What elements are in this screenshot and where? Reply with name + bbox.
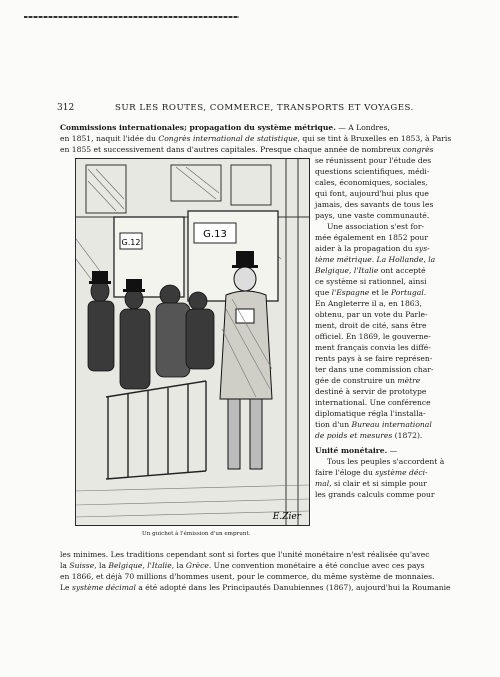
text-run: ment, droit de cité, sans être — [315, 321, 427, 330]
text-line — [60, 144, 443, 155]
text-line — [315, 166, 443, 177]
text-run: ment français convia les diffé- — [315, 343, 431, 352]
text-run: . Une convention monétaire a été conclue avec ces pays — [208, 561, 425, 570]
text-line — [60, 582, 451, 593]
running-title: SUR LES ROUTES, COMMERCE, TRANSPORTS ET VOYAGES. — [115, 103, 414, 113]
text-line — [315, 342, 443, 353]
italic-run: congrès — [402, 145, 434, 154]
scan-artifact-line — [24, 16, 239, 18]
text-run: les grands calculs comme pour — [315, 490, 435, 499]
text-run: en 1851, naquit l'idée du — [60, 134, 159, 143]
italic-run: Belgique — [108, 561, 143, 570]
text-run: (1872). — [392, 431, 423, 440]
text-run: en 1866, et déjà 70 millions d'hommes usent, pour le commerce, du même système de monnaies. — [60, 572, 435, 581]
ticket-counter-engraving — [76, 159, 309, 525]
text-run: les minimes. Les traditions cependant sont si fortes que l'unité monétaire n'est réalisée qu'avec — [60, 550, 430, 559]
text-line — [315, 188, 443, 199]
text-run: , — [423, 255, 429, 264]
text-line — [315, 199, 443, 210]
page-number: 312 — [57, 103, 75, 113]
italic-run: Congrès international de statistique — [158, 134, 298, 143]
text-run: officiel. En 1869, le gouverne- — [315, 332, 431, 341]
text-run: , la — [171, 561, 186, 570]
text-line — [315, 353, 443, 364]
text-line — [315, 320, 443, 331]
text-run: Le — [60, 583, 72, 592]
illustration — [75, 158, 310, 526]
text-run: En Angleterre il a, en 1863, — [315, 299, 422, 308]
text-line — [60, 571, 443, 582]
text-line — [315, 408, 443, 419]
italic-run: tème métrique — [315, 255, 372, 264]
page-header — [57, 103, 452, 115]
text-line — [315, 467, 443, 478]
text-line — [315, 177, 443, 188]
text-line — [315, 375, 443, 386]
text-run: , si clair et si simple pour — [329, 479, 427, 488]
text-line — [60, 122, 443, 133]
text-run: obtenu, par un vote du Parle- — [315, 310, 428, 319]
italic-run: l'Italie — [353, 266, 379, 275]
text-line — [315, 265, 443, 276]
text-line — [315, 331, 443, 342]
artist-signature: E.Zier — [272, 512, 301, 522]
text-run: . — [371, 255, 377, 264]
text-run: mée également en 1852 pour — [315, 233, 428, 242]
bold-run: Commissions internationales; propagation du système métrique. — [60, 123, 336, 132]
italic-run: système décimal — [71, 583, 136, 592]
bold-run: Unité monétaire. — [315, 446, 388, 455]
text-line — [315, 489, 443, 500]
text-run: , la — [94, 561, 109, 570]
text-run: destiné à servir de prototype — [315, 387, 427, 396]
text-run: cales, économiques, sociales, — [315, 178, 428, 187]
italic-run: Portugal — [390, 288, 424, 297]
text-run: que — [315, 288, 332, 297]
text-run: jamais, des savants de tous les — [315, 200, 434, 209]
text-line — [60, 133, 452, 144]
italic-run: sys- — [415, 244, 430, 253]
text-run: pays, une vaste communauté. — [315, 211, 430, 220]
italic-run: La Hollande — [376, 255, 424, 264]
italic-run: la — [428, 255, 436, 264]
italic-run: de poids et mesures — [315, 431, 393, 440]
text-line — [315, 155, 443, 166]
text-run: et le — [369, 288, 391, 297]
counter-sign-1: G.12 — [121, 238, 141, 247]
text-run: ont accepté — [378, 266, 426, 275]
text-line — [315, 232, 443, 243]
text-run: , qui se tint à Bruxelles en 1853, à Paris — [297, 134, 452, 143]
text-line — [60, 549, 443, 560]
text-line — [315, 364, 443, 375]
italic-run: l'Espagne — [331, 288, 370, 297]
text-run: faire l'éloge du — [315, 468, 376, 477]
text-line — [315, 243, 443, 254]
italic-run: l'Italie — [147, 561, 172, 570]
text-run: questions scientifiques, médi- — [315, 167, 430, 176]
text-run: international. Une conférence — [315, 398, 431, 407]
text-line — [327, 456, 443, 467]
italic-run: Suisse — [69, 561, 95, 570]
text-run: aider à la propagation du — [315, 244, 416, 253]
text-run: la — [60, 561, 70, 570]
figure-caption: Un guichet à l'émission d'un emprunt. — [142, 531, 251, 537]
text-run: tion d'un — [315, 420, 352, 429]
text-line — [315, 445, 443, 456]
italic-run: système déci- — [375, 468, 428, 477]
text-line — [315, 298, 443, 309]
text-run: Tous les peuples s'accordent à — [327, 457, 445, 466]
italic-run: Belgique — [315, 266, 350, 275]
italic-run: mètre — [397, 376, 421, 385]
text-run: qui font, aujourd'hui plus que — [315, 189, 429, 198]
text-line — [60, 560, 443, 571]
italic-run: mal — [315, 479, 330, 488]
text-line — [315, 386, 443, 397]
text-line — [315, 276, 443, 287]
text-run: diplomatique régla l'installa- — [315, 409, 426, 418]
text-line — [315, 430, 443, 441]
text-run: ce système si rationnel, ainsi — [315, 277, 427, 286]
text-run: — — [387, 446, 398, 455]
text-line — [315, 254, 443, 265]
text-run: — A Londres, — [335, 123, 390, 132]
text-run: Une association s'est for- — [327, 222, 425, 231]
text-line — [315, 210, 443, 221]
italic-run: Grèce — [185, 561, 209, 570]
text-run: ter dans une commission char- — [315, 365, 434, 374]
text-run: . — [423, 288, 427, 297]
text-line — [315, 478, 443, 489]
text-line — [315, 287, 443, 298]
italic-run: Bureau international — [351, 420, 432, 429]
text-run: , — [142, 561, 148, 570]
text-run: se réunissent pour l'étude des — [315, 156, 432, 165]
text-run: rents pays à se faire représen- — [315, 354, 433, 363]
counter-sign-2: G.13 — [203, 229, 227, 240]
text-line — [327, 221, 443, 232]
text-run: en 1855 et successivement dans d'autres capitales. Presque chaque année de nombreux — [60, 145, 403, 154]
text-line — [315, 309, 443, 320]
text-run: gée de construire un — [315, 376, 398, 385]
text-line — [315, 419, 443, 430]
text-run: , — [349, 266, 354, 275]
text-run: a été adopté dans les Principautés Danubiennes (1867), aujourd'hui la Roumanie — [135, 583, 451, 592]
text-line — [315, 397, 443, 408]
